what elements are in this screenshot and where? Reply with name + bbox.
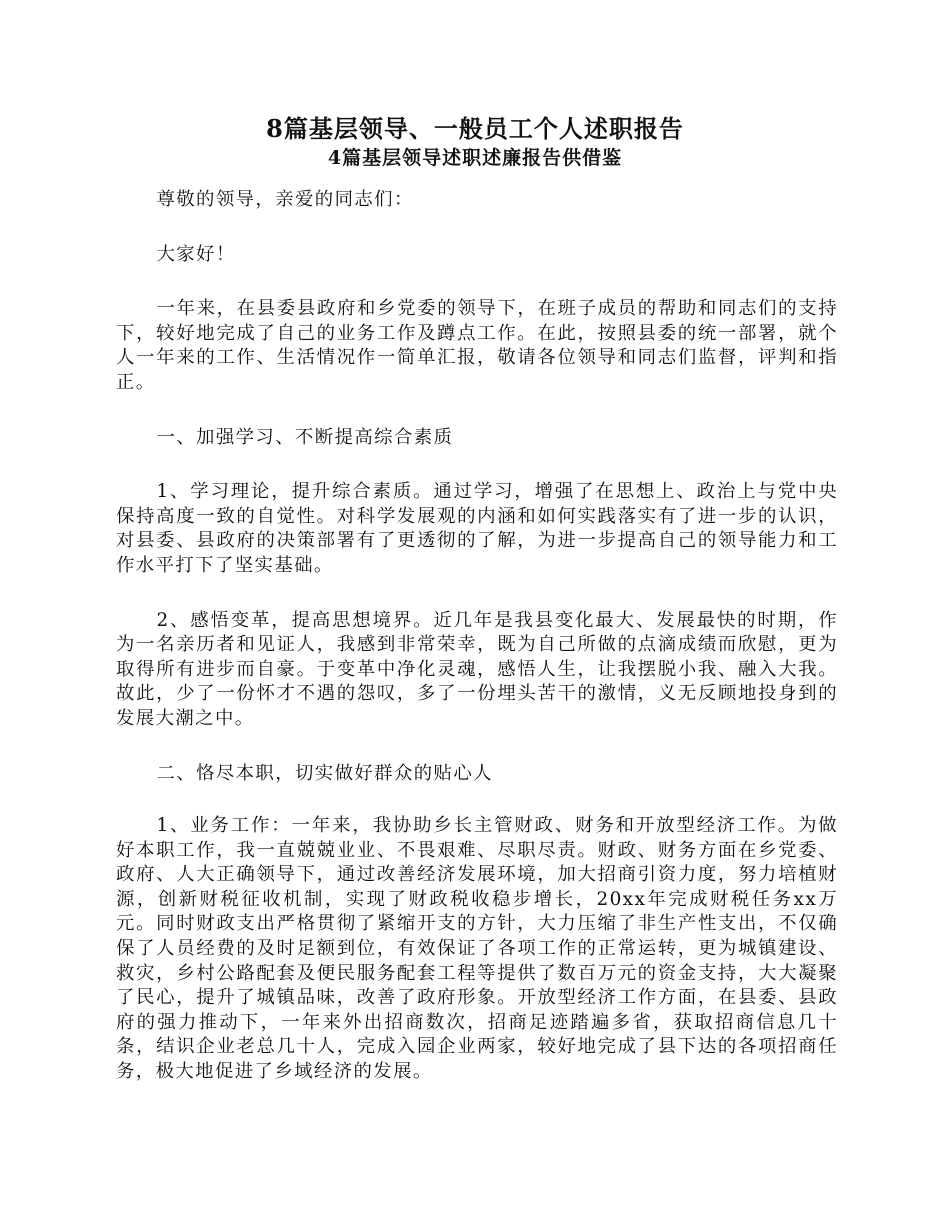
document-subtitle: 4篇基层领导述职述廉报告供借鉴 — [327, 147, 623, 169]
document-title: 8篇基层领导、一般员工个人述职报告 — [266, 114, 684, 143]
paragraph-business-work: 1、业务工作：一年来，我协助乡长主管财政、财务和开放型经济工作。为做好本职工作，我一直兢兢业业、不畏艰难、尽职尽责。财政、财务方面在乡党委、政府、人大正确领导下，通过改善经济发展环境，加大招商引资力度，努力培植财源，创新财税征收机制，实现了财政税收稳步增长，20xx年完成财税任务xx万元。同时财政支出严格贯彻了紧缩开支的方针，大力压缩了非生产性支出，不仅确保了人员经费的及时足额到位，有效保证了各项工作的正常运转，更为城镇建设、救灾，乡村公路配套及便民服务配套工程等提供了数百万元的资金支持，大大凝聚了民心，提升了城镇品味，改善了政府形象。开放型经济工作方面，在县委、县政府的强力推动下，一年来外出招商数次，招商足迹踏遍多省，获取招商信息几十条，结识企业老总几十人，完成入园企业两家，较好地完成了县下达的各项招商任务，极大地促进了乡域经济的发展。 — [116, 815, 838, 1083]
paragraph-reform: 2、感悟变革，提高思想境界。近几年是我县变化最大、发展最快的时期，作为一名亲历者和见证人，我感到非常荣幸，既为自己所做的点滴成绩而欣慰，更为取得所有进步而自豪。于变革中净化灵魂，感悟人生，让我摆脱小我、融入大我。故此，少了一份怀才不遇的怨叹，多了一份埋头苦干的激情，义无反顾地投身到的发展大潮之中。 — [116, 609, 838, 729]
paragraph-study-theory: 1、学习理论，提升综合素质。通过学习，增强了在思想上、政治上与党中央保持高度一致的自觉性。对科学发展观的内涵和如何实践落实有了进一步的认识，对县委、县政府的决策部署有了更透彻的了解，为进一步提高自己的领导能力和工作水平打下了坚实基础。 — [116, 481, 838, 576]
section-heading-2: 二、恪尽本职，切实做好群众的贴心人 — [156, 762, 493, 784]
salutation: 尊敬的领导，亲爱的同志们： — [156, 189, 414, 210]
intro-paragraph: 一年来，在县委县政府和乡党委的领导下，在班子成员的帮助和同志们的支持下，较好地完成了自己的业务工作及蹲点工作。在此，按照县委的统一部署，就个人一年来的工作、生活情况作一简单汇报，敬请各位领导和同志们监督，评判和指正。 — [116, 298, 838, 393]
document-body — [116, 188, 838, 1115]
section-heading-1: 一、加强学习、不断提高综合素质 — [156, 426, 454, 448]
greeting: 大家好！ — [156, 243, 236, 265]
